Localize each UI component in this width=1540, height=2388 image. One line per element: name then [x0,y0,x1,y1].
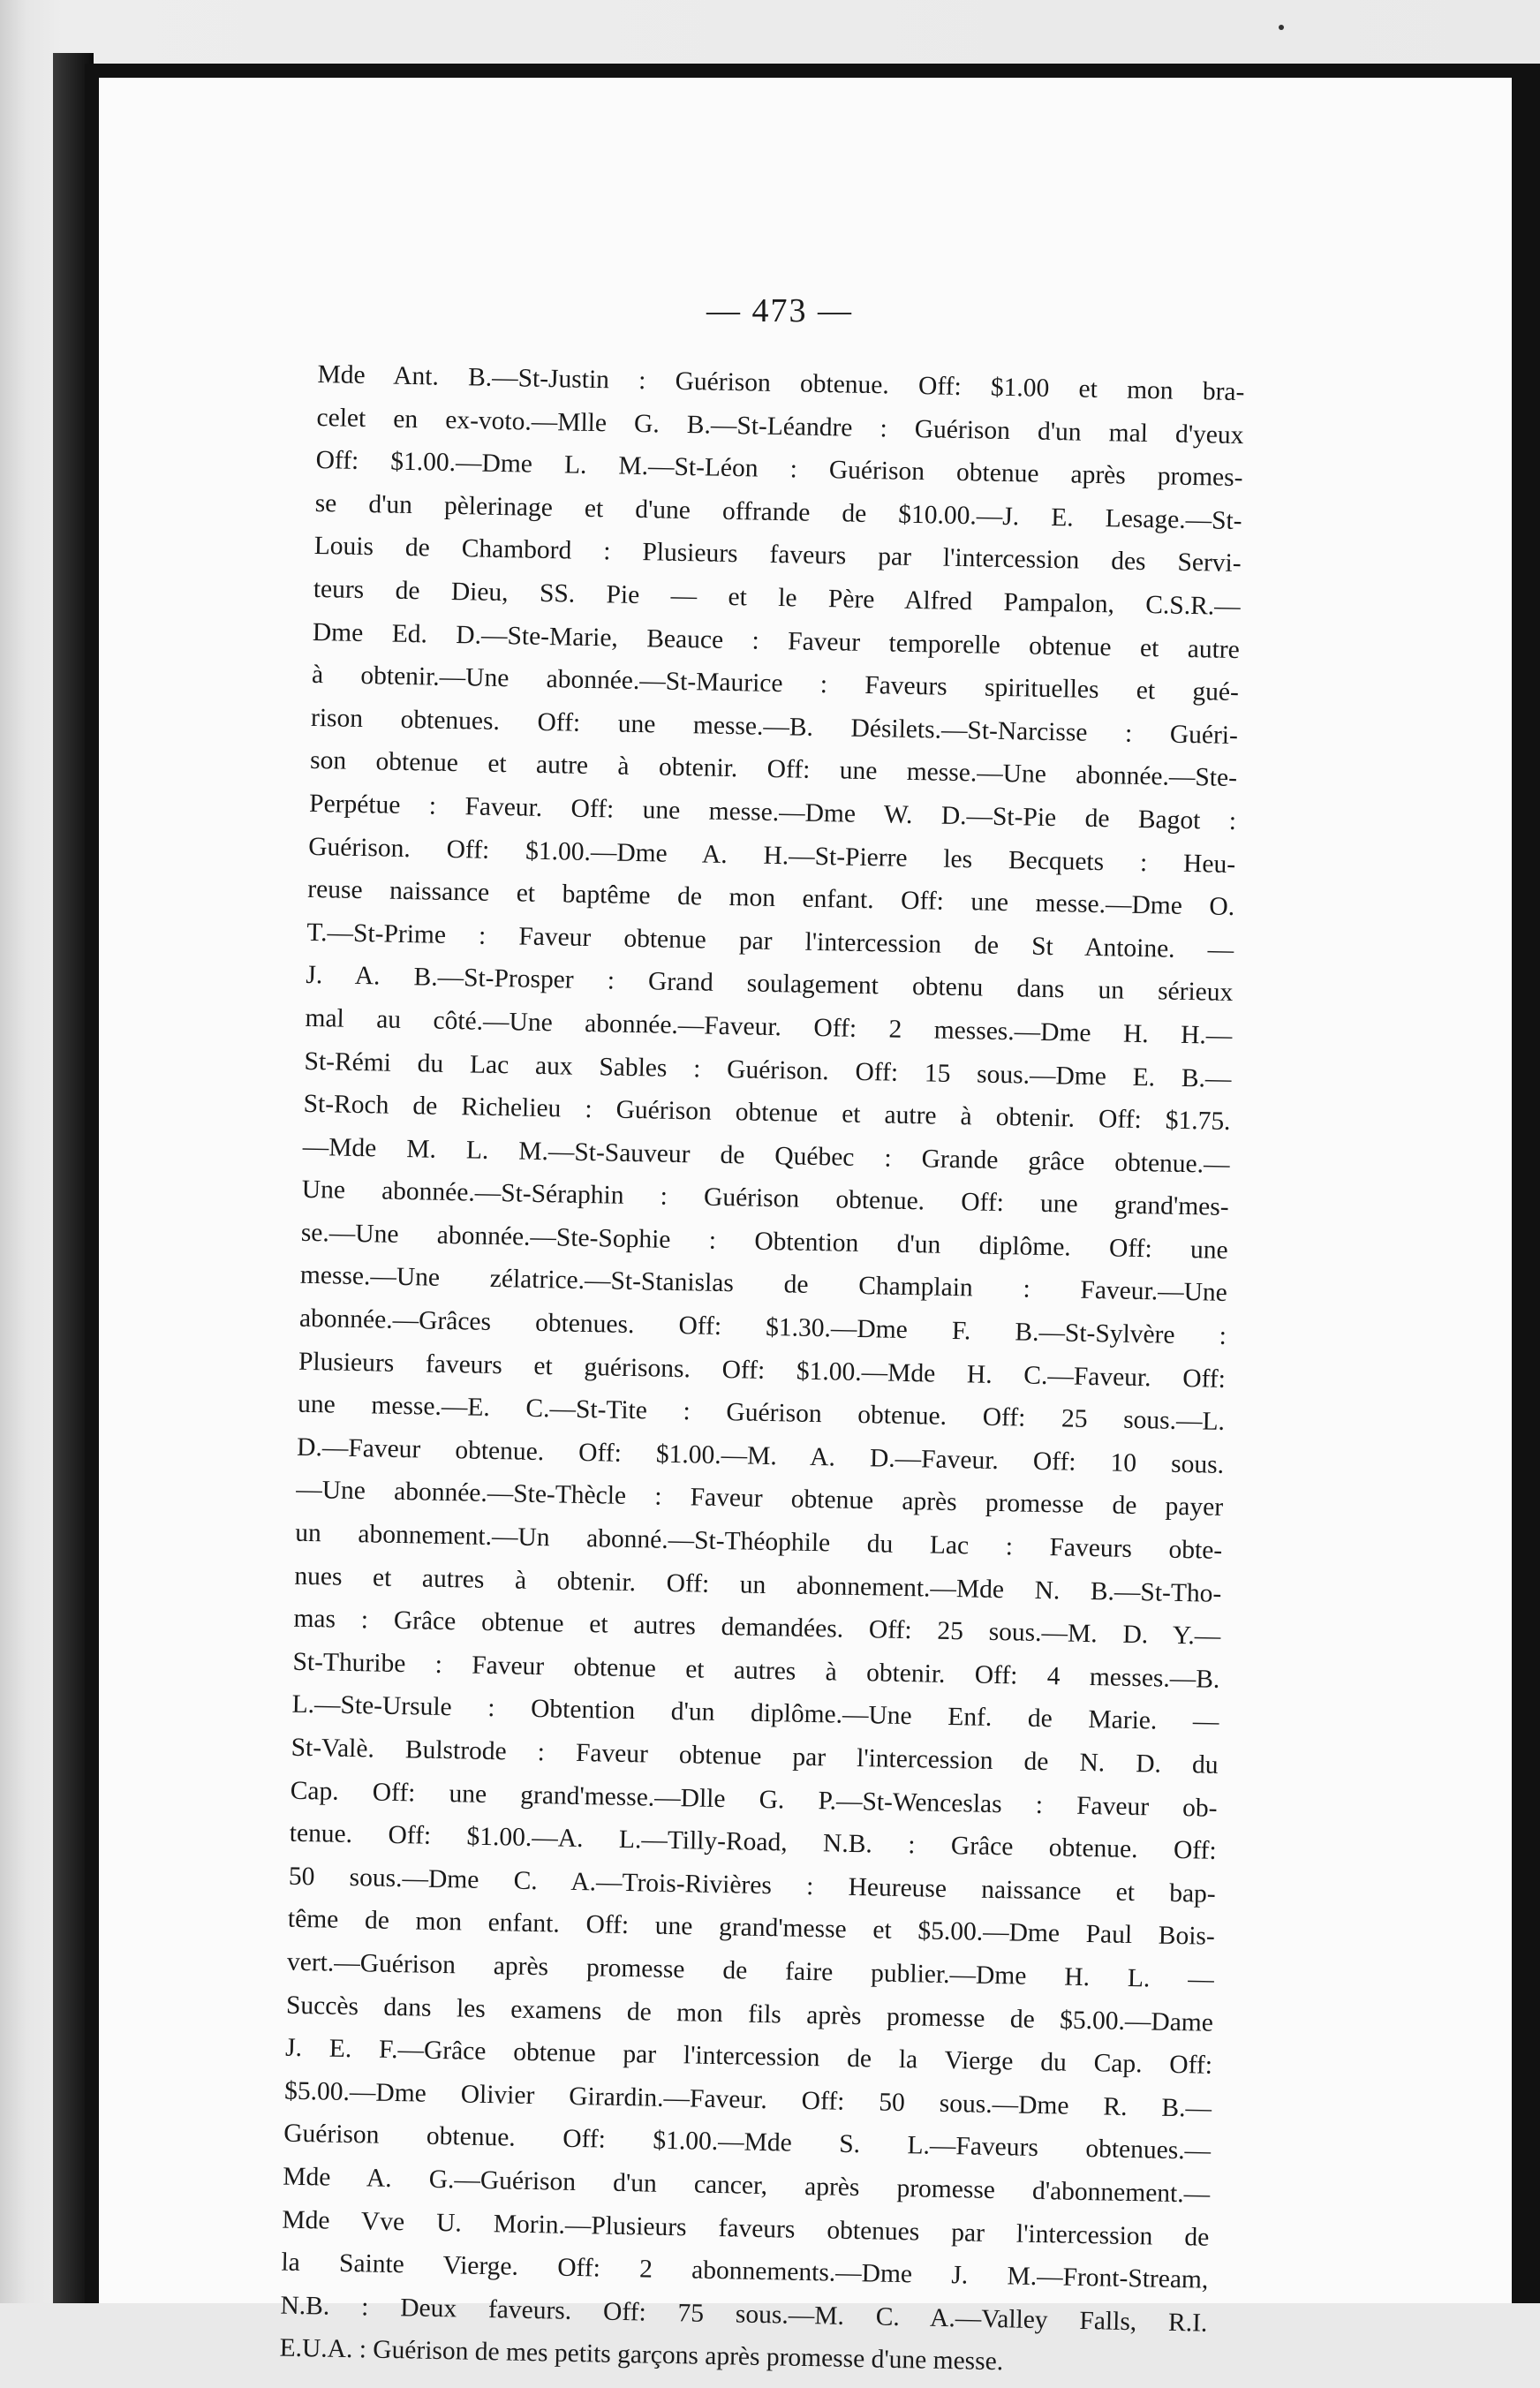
text-line: se d'un pèlerinage et d'une offrande de $10.00.—J. E. Lesage.—St- [314,488,1242,535]
text-line: vert.—Guérison après promesse de faire publier.—Dme H. L. — [286,1947,1215,1994]
text-line: Mde Ant. B.—St-Justin : Guérison obtenue. Off: $1.00 et mon bra- [317,359,1245,407]
text-line: Guérison obtenue. Off: $1.00.—Mde S. L.—Faveurs obtenues.— [283,2119,1212,2166]
text-line: J. E. F.—Grâce obtenue par l'intercession de la Vierge du Cap. Off: [284,2033,1213,2080]
text-line: tenue. Off: $1.00.—A. L.—Tilly-Road, N.B. : Grâce obtenue. Off: [289,1818,1217,1866]
text-line: tême de mon enfant. Off: une grand'messe et $5.00.—Dme Paul Bois- [287,1905,1216,1952]
text-line: $5.00.—Dme Olivier Girardin.—Faveur. Off: 50 sous.—Dme R. B.— [283,2076,1212,2123]
text-line: L.—Ste-Ursule : Obtention d'un diplôme.—Une Enf. de Marie. — [291,1690,1219,1737]
text-line: Guérison. Off: $1.00.—Dme A. H.—St-Pierre les Becquets : Heu- [307,832,1236,879]
text-line: messe.—Une zélatrice.—St-Stanislas de Champlain : Faveur.—Une [299,1261,1228,1308]
text-line: reuse naissance et baptême de mon enfant. Off: une messe.—Dme O. [307,875,1235,922]
text-line: 50 sous.—Dme C. A.—Trois-Rivières : Heureuse naissance et bap- [288,1862,1217,1908]
text-line: St-Thuribe : Faveur obtenue et autres à obtenir. Off: 4 messes.—B. [292,1647,1220,1694]
text-line: son obtenue et autre à obtenir. Off: une messe.—Une abonnée.—Ste- [309,746,1238,793]
text-line: Mde Vve U. Morin.—Plusieurs faveurs obtenues par l'intercession de [282,2205,1210,2252]
text-line: se.—Une abonnée.—Ste-Sophie : Obtention d'un diplôme. Off: une [300,1218,1228,1265]
text-line: un abonnement.—Un abonné.—St-Théophile du Lac : Faveurs obte- [295,1518,1223,1565]
text-line: mas : Grâce obtenue et autres demandées. Off: 25 sous.—M. D. Y.— [293,1604,1221,1651]
text-line: teurs de Dieu, SS. Pie — et le Père Alfred Pampalon, C.S.R.— [313,574,1241,622]
text-line: abonnée.—Grâces obtenues. Off: $1.30.—Dme F. B.—St-Sylvère : [298,1304,1227,1351]
text-line: une messe.—E. C.—St-Tite : Guérison obtenue. Off: 25 sous.—L. [297,1390,1226,1437]
text-line: —Une abonnée.—Ste-Thècle : Faveur obtenue après promesse de payer [295,1476,1224,1523]
text-line: Succès dans les examens de mon fils après promesse de $5.00.—Dame [285,1991,1214,2037]
text-line: Plusieurs faveurs et guérisons. Off: $1.00.—Mde H. C.—Faveur. Off: [298,1347,1227,1394]
text-line: D.—Faveur obtenue. Off: $1.00.—M. A. D.—Faveur. Off: 10 sous. [296,1432,1225,1479]
text-line: Une abonnée.—St-Séraphin : Guérison obtenue. Off: une grand'mes- [301,1175,1229,1222]
text-line: Cap. Off: une grand'messe.—Dlle G. P.—St-Wenceslas : Faveur ob- [290,1776,1218,1823]
text-line: St-Roch de Richelieu : Guérison obtenue et autre à obtenir. Off: $1.75. [303,1089,1231,1137]
text-line: la Sainte Vierge. Off: 2 abonnements.—Dme J. M.—Front-Stream, [281,2248,1209,2294]
page-number: — 473 — [706,292,853,329]
text-line: J. A. B.—St-Prosper : Grand soulagement obtenu dans un sérieux [306,961,1234,1008]
text-line: Dme Ed. D.—Ste-Marie, Beauce : Faveur temporelle obtenue et autre [312,617,1241,664]
text-line: à obtenir.—Une abonnée.—St-Maurice : Faveurs spirituelles et gué- [311,661,1240,707]
text-line: Louis de Chambord : Plusieurs faveurs par l'intercession des Servi- [313,532,1242,578]
text-line: Mde A. G.—Guérison d'un cancer, après promesse d'abonnement.— [283,2162,1211,2209]
text-line: rison obtenues. Off: une messe.—B. Désilets.—St-Narcisse : Guéri- [310,703,1239,750]
text-line: St-Rémi du Lac aux Sables : Guérison. Off: 15 sous.—Dme E. B.— [304,1047,1232,1093]
text-line: T.—St-Prime : Faveur obtenue par l'intercession de St Antoine. — [306,918,1234,964]
text-line: mal au côté.—Une abonnée.—Faveur. Off: 2 messes.—Dme H. H.— [305,1003,1233,1050]
text-line: Off: $1.00.—Dme L. M.—St-Léon : Guérison obtenue après promes- [315,446,1243,493]
text-line: E.U.A. : Guérison de mes petits garçons après promesse d'une messe. [279,2333,1004,2377]
text-line: Perpétue : Faveur. Off: une messe.—Dme W. D.—St-Pie de Bagot : [308,789,1237,835]
text-line: —Mde M. L. M.—St-Sauveur de Québec : Grande grâce obtenue.— [302,1132,1230,1179]
text-line: N.B. : Deux faveurs. Off: 75 sous.—M. C. A.—Valley Falls, R.I. [280,2291,1208,2338]
scan-speck [1279,25,1284,30]
text-line: nues et autres à obtenir. Off: un abonnement.—Mde N. B.—St-Tho- [294,1561,1222,1608]
body-text [279,353,1245,2388]
text-line: St-Valè. Bulstrode : Faveur obtenue par l'intercession de N. D. du [291,1733,1219,1780]
text-line: celet en ex-voto.—Mlle G. B.—St-Léandre : Guérison d'un mal d'yeux [316,403,1244,450]
